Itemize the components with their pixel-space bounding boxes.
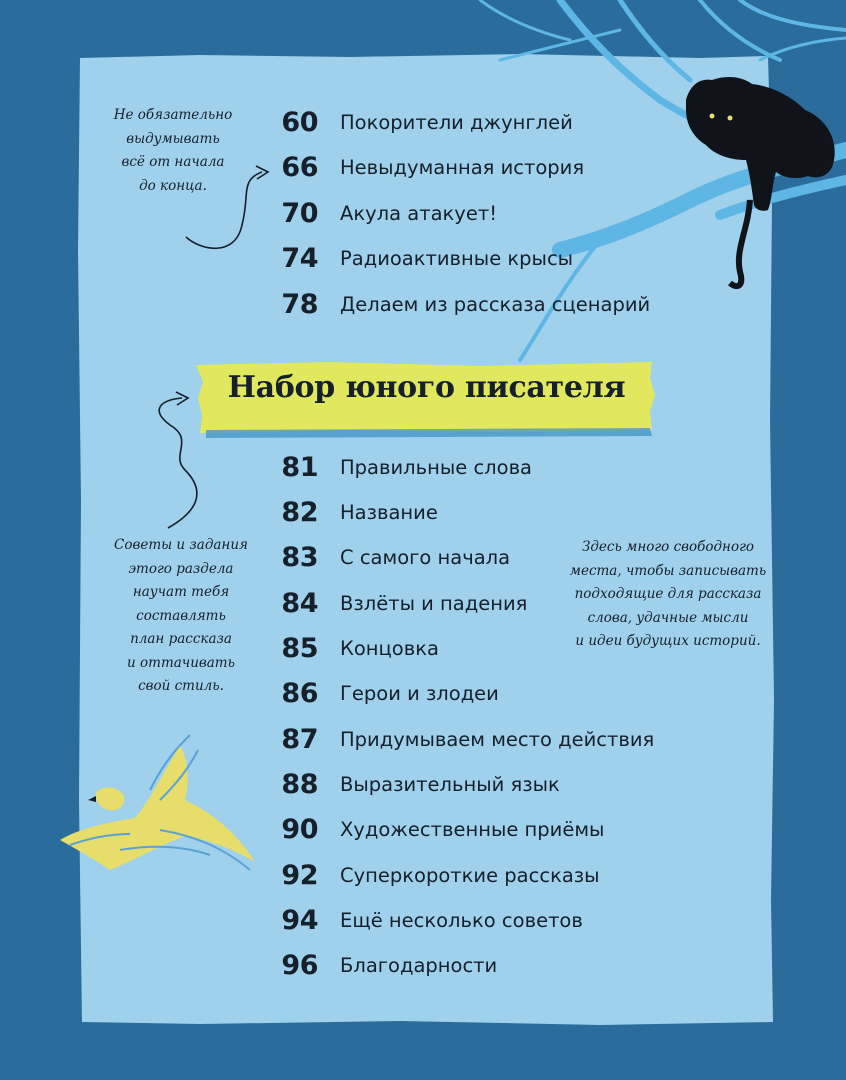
toc-entry-title: Делаем из рассказа сценарий <box>340 293 651 316</box>
toc-entry-title: Придумываем место действия <box>340 728 655 751</box>
toc-entry-title: С самого начала <box>340 546 511 569</box>
toc-page-number: 82 <box>281 497 318 528</box>
toc-entry-title: Акула атакует! <box>340 202 498 225</box>
toc-entry-title: Название <box>340 501 438 524</box>
toc-entry-title: Правильные слова <box>340 456 533 479</box>
toc-page-number: 83 <box>281 542 318 573</box>
toc-page-number: 88 <box>281 769 318 800</box>
toc-page-number: 70 <box>281 198 318 229</box>
toc-entry-title: Суперкороткие рассказы <box>340 864 600 887</box>
toc-page-number: 78 <box>281 289 318 320</box>
side-note-left: Советы и задания этого раздела научат тебя составлять план рассказа и оттачивать свой стиль. <box>114 537 248 694</box>
toc-entry-title: Благодарности <box>340 954 498 977</box>
arrow-line <box>159 398 197 528</box>
toc-page-number: 66 <box>281 152 318 183</box>
toc-page-number: 81 <box>281 452 318 483</box>
toc-page-number: 85 <box>281 633 318 664</box>
toc-page-number: 86 <box>281 678 318 709</box>
toc-page-number: 96 <box>281 950 318 981</box>
toc-entry-title: Художественные приёмы <box>340 818 605 841</box>
toc-entry-title: Концовка <box>340 637 439 660</box>
toc-entry-title: Невыдуманная история <box>340 156 585 179</box>
toc-page-number: 94 <box>281 905 318 936</box>
toc-page-number: 87 <box>281 724 318 755</box>
side-note-right: Здесь много свободного места, чтобы записывать подходящие для рассказа слова, удачные мысли и идеи будущих историй. <box>569 539 767 649</box>
toc-page-number: 90 <box>281 814 318 845</box>
toc-entry-title: Покорители джунглей <box>340 111 573 134</box>
toc-entry-title: Выразительный язык <box>340 773 560 796</box>
toc-page-number: 92 <box>281 860 318 891</box>
toc-entry-title: Ещё несколько советов <box>340 909 583 932</box>
side-note-top-left: Не обязательно выдумывать всё от начала до конца. <box>113 107 233 194</box>
section-banner-title: Набор юного писателя <box>227 370 626 405</box>
toc-entry-title: Герои и злодеи <box>340 682 499 705</box>
toc-page-number: 74 <box>281 243 318 274</box>
toc-entry-title: Взлёты и падения <box>340 592 528 615</box>
toc-page-number: 60 <box>281 107 318 138</box>
toc-page-number: 84 <box>281 588 318 619</box>
toc-entry-title: Радиоактивные крысы <box>340 247 574 270</box>
